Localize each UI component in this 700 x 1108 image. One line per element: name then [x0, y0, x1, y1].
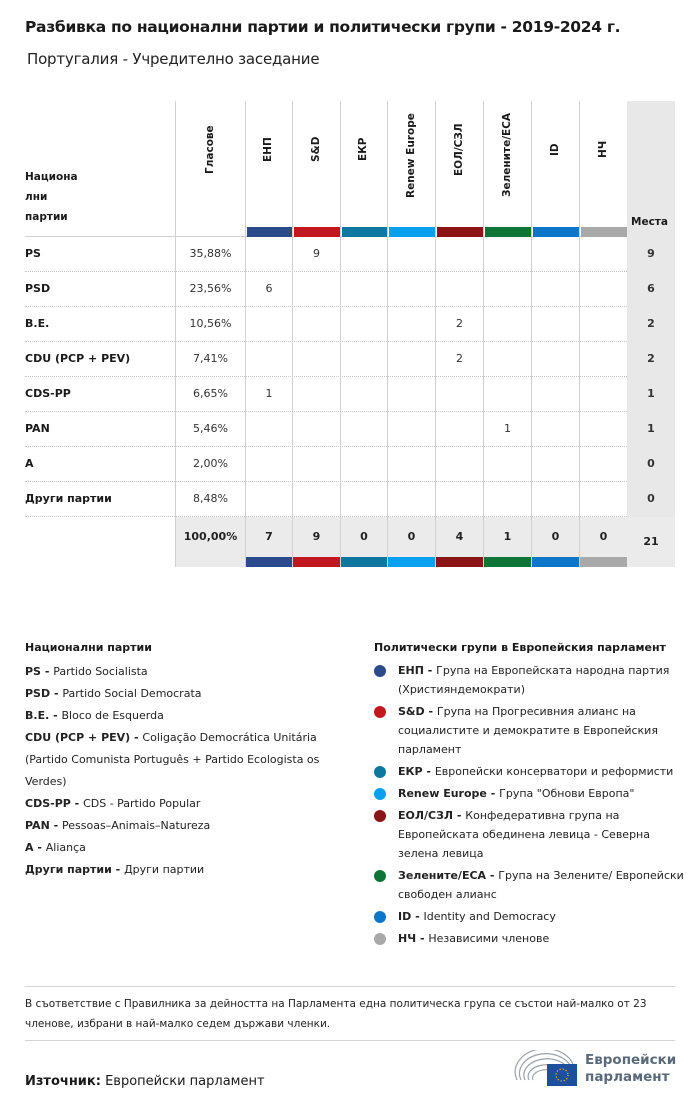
- group-seats-cell: [292, 412, 340, 447]
- group-color-dot-icon: [374, 766, 386, 778]
- group-seats-cell: [579, 307, 627, 342]
- total-group-value: 7: [265, 530, 273, 543]
- separator: -: [422, 765, 435, 778]
- group-color-bar: [580, 557, 627, 567]
- separator: -: [486, 869, 499, 882]
- total-seats-cell: 21: [627, 517, 675, 567]
- group-seats-cell: 9: [292, 237, 340, 272]
- party-abbr: PAN: [25, 819, 50, 832]
- group-seats-cell: [340, 237, 387, 272]
- group-color-bar: [437, 227, 483, 237]
- group-header-label: НЧ: [596, 140, 609, 158]
- party-header-line: Национа: [25, 171, 78, 183]
- party-full-name: Bloco de Esquerda: [61, 709, 164, 722]
- group-seats-cell: [340, 307, 387, 342]
- group-seats-cell: [435, 447, 483, 482]
- party-name: B.E.: [25, 317, 50, 330]
- group-seats-cell: [483, 447, 531, 482]
- separator: -: [49, 709, 62, 722]
- national-party-legend-item: [25, 837, 345, 859]
- party-full-name: CDS - Partido Popular: [83, 797, 201, 810]
- party-name: PS: [25, 247, 41, 260]
- logo-text: [585, 1052, 676, 1086]
- group-seats-cell: 1: [483, 412, 531, 447]
- source-line: [25, 1074, 265, 1089]
- group-seats-cell: [340, 377, 387, 412]
- group-full-name: Identity and Democracy: [423, 910, 556, 923]
- group-color-bar: [341, 557, 387, 567]
- group-seats-cell: [245, 482, 292, 517]
- group-seats-cell: [387, 412, 435, 447]
- group-seats-cell: [531, 482, 579, 517]
- seats-column-header: [627, 101, 675, 237]
- group-header-label: ID: [548, 142, 561, 156]
- group-abbr: ЕКР: [398, 765, 423, 778]
- group-seats-cell: [483, 342, 531, 377]
- group-full-name: Група на Европейската народна партия (Християндемократи): [398, 664, 670, 696]
- group-seats-cell: [579, 272, 627, 307]
- group-seats-cell: [531, 272, 579, 307]
- group-seats-cell: [579, 342, 627, 377]
- group-seats-cell: [579, 377, 627, 412]
- group-seats-cell: [483, 482, 531, 517]
- group-color-dot-icon: [374, 870, 386, 882]
- group-column-header: [292, 101, 340, 237]
- table-row: [25, 307, 675, 342]
- group-full-name: Група на Прогресивния алианс на социалистите и демократите в Европейския парламент: [398, 705, 658, 756]
- total-group-cell: [340, 517, 387, 567]
- group-seats-cell: [292, 482, 340, 517]
- party-name: PAN: [25, 422, 50, 435]
- group-seats-cell: [292, 307, 340, 342]
- group-color-dot-icon: [374, 665, 386, 677]
- group-column-header: [579, 101, 627, 237]
- seats-cell: 6: [627, 272, 675, 307]
- group-abbr: НЧ: [398, 932, 417, 945]
- separator: -: [424, 705, 437, 718]
- national-party-legend-item: [25, 793, 345, 815]
- group-header-label: S&D: [309, 136, 322, 162]
- group-color-bar: [532, 557, 579, 567]
- group-seats-cell: [531, 377, 579, 412]
- source-label: Източник:: [25, 1074, 101, 1089]
- group-seats-cell: [245, 307, 292, 342]
- votes-cell: 10,56%: [175, 307, 245, 342]
- divider: [25, 1040, 675, 1041]
- party-abbr: CDS-PP: [25, 797, 71, 810]
- results-table: [25, 101, 675, 567]
- party-name: PSD: [25, 282, 51, 295]
- group-color-dot-icon: [374, 706, 386, 718]
- group-abbr: S&D: [398, 705, 425, 718]
- group-seats-cell: [435, 237, 483, 272]
- total-group-value: 9: [312, 530, 321, 543]
- group-column-header: [483, 101, 531, 237]
- group-header-label: ЕОЛ/СЗЛ: [452, 122, 465, 176]
- votes-cell: 35,88%: [175, 237, 245, 272]
- party-abbr: PS: [25, 665, 41, 678]
- total-group-value: 0: [407, 530, 416, 543]
- votes-column-header: [175, 101, 245, 237]
- votes-cell: 6,65%: [175, 377, 245, 412]
- party-full-name: Partido Social Democrata: [62, 687, 202, 700]
- national-parties-legend: [25, 641, 345, 881]
- group-seats-cell: [387, 307, 435, 342]
- group-color-bar: [581, 227, 627, 237]
- seats-header-label: Места: [631, 216, 668, 228]
- separator: -: [50, 687, 63, 700]
- group-seats-cell: [387, 482, 435, 517]
- group-seats-cell: [387, 377, 435, 412]
- national-party-legend-item: [25, 815, 345, 837]
- party-header-line: партии: [25, 211, 68, 223]
- party-abbr: CDU (PCP + PEV): [25, 731, 131, 744]
- table-body: [25, 237, 675, 567]
- group-seats-cell: [245, 412, 292, 447]
- group-seats-cell: [292, 447, 340, 482]
- group-color-bar: [246, 557, 292, 567]
- group-column-header: [531, 101, 579, 237]
- group-color-bar: [294, 227, 340, 237]
- national-party-legend-item: [25, 661, 345, 683]
- separator: -: [416, 932, 429, 945]
- party-name: CDS-PP: [25, 387, 71, 400]
- national-party-legend-item: [25, 727, 345, 793]
- group-seats-cell: [387, 447, 435, 482]
- group-seats-cell: 1: [245, 377, 292, 412]
- seats-cell: 0: [627, 447, 675, 482]
- total-group-cell: [292, 517, 340, 567]
- group-seats-cell: [531, 447, 579, 482]
- seats-cell: 1: [627, 412, 675, 447]
- table-row: [25, 412, 675, 447]
- group-color-bar: [388, 557, 435, 567]
- group-full-name: Конфедеративна група на Европейската обединена левица - Северна зелена левица: [398, 809, 650, 860]
- group-color-bar: [247, 227, 292, 237]
- group-color-dot-icon: [374, 788, 386, 800]
- page-subtitle: Португалия - Учредително заседание: [27, 50, 320, 68]
- group-legend-item: [374, 762, 684, 781]
- total-group-value: 0: [551, 530, 560, 543]
- group-legend-item: [374, 661, 684, 699]
- logo-text-line: Европейски: [585, 1052, 677, 1068]
- group-seats-cell: [340, 482, 387, 517]
- group-seats-cell: [387, 342, 435, 377]
- total-group-value: 1: [503, 530, 512, 543]
- group-color-bar: [436, 557, 483, 567]
- group-header-label: ЕНП: [262, 136, 274, 162]
- group-seats-cell: [292, 342, 340, 377]
- group-column-header: [245, 101, 292, 237]
- separator: -: [453, 809, 466, 822]
- national-legend-title: Национални партии: [25, 641, 152, 654]
- group-color-bar: [389, 227, 435, 237]
- group-legend-item: [374, 806, 684, 863]
- party-full-name: Aliança: [45, 841, 86, 854]
- totals-row: [25, 517, 675, 567]
- total-group-value: 0: [360, 530, 368, 543]
- group-column-header: [387, 101, 435, 237]
- group-seats-cell: 6: [245, 272, 292, 307]
- party-name: Други партии: [25, 492, 112, 505]
- separator: -: [40, 665, 54, 678]
- group-color-dot-icon: [374, 933, 386, 945]
- separator: -: [130, 731, 143, 744]
- party-name: A: [25, 457, 34, 470]
- separator: -: [486, 787, 500, 800]
- group-full-name: Група на Зелените/ Европейски свободен алианс: [398, 869, 684, 901]
- group-abbr: ID: [398, 910, 412, 923]
- seats-cell: 1: [627, 377, 675, 412]
- votes-cell: 8,48%: [175, 482, 245, 517]
- group-abbr: ЕНП: [398, 664, 424, 677]
- total-group-value: 0: [599, 530, 608, 543]
- seats-cell: 9: [627, 237, 675, 272]
- group-full-name: Независими членове: [428, 932, 550, 945]
- group-seats-cell: [531, 342, 579, 377]
- group-seats-cell: [245, 342, 292, 377]
- party-column-header: [25, 167, 85, 227]
- group-color-dot-icon: [374, 911, 386, 923]
- total-group-cell: [435, 517, 483, 567]
- group-seats-cell: [531, 307, 579, 342]
- separator: -: [70, 797, 84, 810]
- group-seats-cell: 2: [435, 307, 483, 342]
- group-seats-cell: [387, 237, 435, 272]
- party-abbr: PSD: [25, 687, 51, 700]
- seats-cell: 0: [627, 482, 675, 517]
- group-abbr: Renew Europe: [398, 787, 487, 800]
- group-seats-cell: [387, 272, 435, 307]
- group-seats-cell: [579, 482, 627, 517]
- group-header-label: Renew Europe: [404, 113, 417, 198]
- group-seats-cell: [340, 412, 387, 447]
- group-seats-cell: [483, 377, 531, 412]
- group-header-label: Зелените/ЕСА: [500, 112, 513, 197]
- table-row: [25, 272, 675, 307]
- votes-cell: 5,46%: [175, 412, 245, 447]
- european-parliament-logo: [513, 1050, 678, 1090]
- total-votes-cell: 100,00%: [175, 517, 245, 567]
- group-full-name: Група "Обнови Европа": [499, 787, 635, 800]
- separator: -: [423, 664, 437, 677]
- party-abbr: Други партии: [25, 863, 112, 876]
- separator: -: [49, 819, 63, 832]
- group-seats-cell: [340, 447, 387, 482]
- group-seats-cell: [245, 237, 292, 272]
- page-title: Разбивка по национални партии и политически групи - 2019-2024 г.: [25, 18, 621, 36]
- group-seats-cell: [579, 237, 627, 272]
- party-full-name: Coligação Democrática Unitária (Partido Comunista Português + Partido Ecologista os Verdes): [25, 731, 320, 788]
- seats-cell: 2: [627, 342, 675, 377]
- group-seats-cell: [292, 272, 340, 307]
- group-abbr: Зелените/ЕСА: [398, 869, 487, 882]
- group-seats-cell: [292, 377, 340, 412]
- divider: [25, 986, 675, 987]
- group-color-bar: [293, 557, 340, 567]
- total-group-cell: [483, 517, 531, 567]
- party-abbr: B.E.: [25, 709, 50, 722]
- group-seats-cell: 2: [435, 342, 483, 377]
- table-row: [25, 482, 675, 517]
- footnote: В съответствие с Правилника за дейността на Парламента една политическа група се състои най-малко от 23 членове, избрани в най-малко седем държави членки.: [25, 998, 647, 1030]
- group-color-bar: [342, 227, 387, 237]
- group-seats-cell: [435, 272, 483, 307]
- group-seats-cell: [435, 412, 483, 447]
- group-seats-cell: [531, 412, 579, 447]
- group-seats-cell: [579, 447, 627, 482]
- party-full-name: Partido Socialista: [53, 665, 148, 678]
- total-group-cell: [579, 517, 627, 567]
- group-color-bar: [485, 227, 531, 237]
- group-seats-cell: [483, 272, 531, 307]
- separator: -: [33, 841, 46, 854]
- table-row: [25, 377, 675, 412]
- group-seats-cell: [435, 377, 483, 412]
- logo-text-line: парламент: [585, 1069, 670, 1085]
- votes-cell: 23,56%: [175, 272, 245, 307]
- total-group-cell: [531, 517, 579, 567]
- group-seats-cell: [579, 412, 627, 447]
- groups-legend-title: Политически групи в Европейския парламент: [374, 641, 666, 654]
- group-column-header: [340, 101, 387, 237]
- votes-cell: 2,00%: [175, 447, 245, 482]
- total-group-cell: [387, 517, 435, 567]
- total-group-cell: [245, 517, 292, 567]
- votes-cell: 7,41%: [175, 342, 245, 377]
- table-row: [25, 447, 675, 482]
- national-party-legend-item: [25, 683, 345, 705]
- group-seats-cell: [435, 482, 483, 517]
- group-color-dot-icon: [374, 810, 386, 822]
- separator: -: [111, 863, 125, 876]
- group-seats-cell: [483, 307, 531, 342]
- group-legend-item: [374, 866, 684, 904]
- party-full-name: Други партии: [124, 863, 205, 876]
- group-column-header: [435, 101, 483, 237]
- parliament-hemicycle-icon: [513, 1050, 583, 1090]
- group-legend-item: [374, 702, 684, 759]
- group-seats-cell: [340, 342, 387, 377]
- national-party-legend-item: [25, 705, 345, 727]
- group-legend-item: [374, 929, 684, 948]
- total-group-value: 4: [455, 530, 464, 543]
- votes-header-label: Гласове: [203, 124, 216, 174]
- party-full-name: Pessoas–Animais–Natureza: [62, 819, 211, 832]
- group-seats-cell: [483, 237, 531, 272]
- group-seats-cell: [531, 237, 579, 272]
- group-legend-item: [374, 907, 684, 926]
- group-color-bar: [533, 227, 579, 237]
- national-party-legend-item: [25, 859, 345, 881]
- group-color-bar: [484, 557, 531, 567]
- party-header-line: лни: [25, 191, 48, 203]
- group-seats-cell: [340, 272, 387, 307]
- table-row: [25, 342, 675, 377]
- party-name: CDU (PCP + PEV): [25, 352, 131, 365]
- party-abbr: A: [25, 841, 34, 854]
- separator: -: [411, 910, 424, 923]
- group-seats-cell: [245, 447, 292, 482]
- seats-cell: 2: [627, 307, 675, 342]
- source-value: Европейски парламент: [100, 1074, 265, 1089]
- group-legend-item: [374, 784, 684, 803]
- table-row: [25, 237, 675, 272]
- political-groups-legend: [374, 641, 684, 951]
- group-header-label: ЕКР: [357, 137, 369, 161]
- group-full-name: Европейски консерватори и реформисти: [434, 765, 674, 778]
- group-abbr: ЕОЛ/СЗЛ: [398, 809, 454, 822]
- table-header: [25, 101, 675, 237]
